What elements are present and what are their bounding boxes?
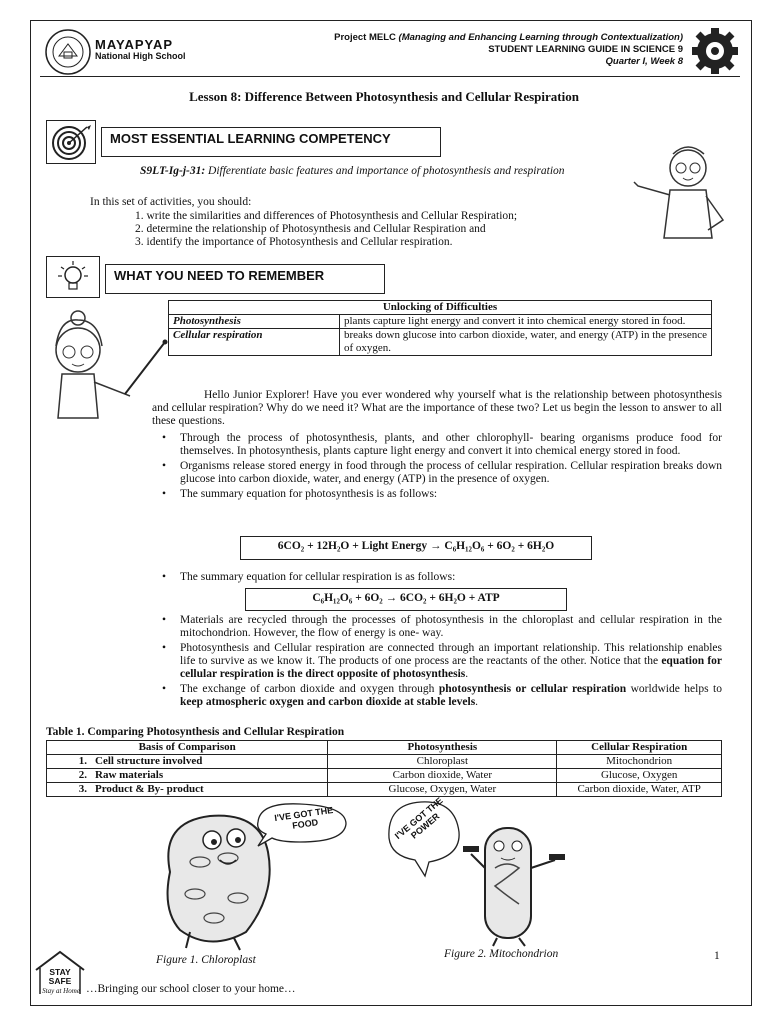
page-number: 1 xyxy=(714,950,720,962)
mitochondrion-speech-bubble: I'VE GOT THE POWER xyxy=(392,795,445,842)
difficulties-table xyxy=(168,300,712,356)
competency-line xyxy=(140,165,565,178)
guide-title: STUDENT LEARNING GUIDE IN SCIENCE 9 xyxy=(488,44,683,55)
stay-safe-label: STAY SAFE xyxy=(48,967,72,986)
objective-item: 3. identify the importance of Photosynthesis and Cellular respiration. xyxy=(135,236,453,248)
stay-home-label: Stay at Home xyxy=(42,987,80,995)
exchange-bold-text-2: keep atmospheric oxygen and carbon dioxide at stable levels xyxy=(180,696,476,708)
respiration-cell: Glucose, Oxygen xyxy=(557,769,722,783)
table-row xyxy=(169,329,712,356)
school-seal-logo xyxy=(44,28,92,76)
quarter-label: Quarter I, Week 8 xyxy=(605,56,683,67)
target-icon-box xyxy=(46,120,96,164)
term-cell: Photosynthesis xyxy=(169,315,340,329)
list-item xyxy=(152,642,722,681)
table-header-row xyxy=(47,741,722,755)
header-basis: Basis of Comparison xyxy=(47,741,328,755)
list-item xyxy=(152,683,722,709)
remember-heading: WHAT YOU NEED TO REMEMBER xyxy=(105,264,385,294)
photosynthesis-cell: Glucose, Oxygen, Water xyxy=(328,783,557,797)
basis-cell: Product & By- product xyxy=(91,783,328,797)
definition-cell: breaks down glucose into carbon dioxide, water, and energy (ATP) in the presence of oxygen. xyxy=(340,329,712,356)
row-number: 2. xyxy=(47,769,92,783)
bullet-list-resp xyxy=(152,571,722,584)
connected-bold-text: equation for cellular respiration is the direct opposite of photosynthesis xyxy=(180,655,723,680)
school-subtitle: National High School xyxy=(95,51,186,61)
exchange-text: The exchange of carbon dioxide and oxygen through xyxy=(180,683,439,695)
table-row xyxy=(47,769,722,783)
photosynthesis-cell: Carbon dioxide, Water xyxy=(328,769,557,783)
competency-heading: MOST ESSENTIAL LEARNING COMPETENCY xyxy=(101,127,441,157)
teacher-pointing-illustration xyxy=(628,140,738,240)
exchange-bold-text: photosynthesis or cellular respiration xyxy=(438,683,627,695)
footer-tagline: …Bringing our school closer to your home… xyxy=(86,983,296,995)
header-photosynthesis: Photosynthesis xyxy=(328,741,557,755)
project-italic: (Managing and Enhancing Learning through Contextualization) xyxy=(398,32,683,43)
objectives-list xyxy=(135,210,635,249)
figure2-caption: Figure 2. Mitochondrion xyxy=(444,948,559,960)
list-item: • Materials are recycled through the processes of photosynthesis in the chloroplast and cellular respiration in the mitochondrion. However, the flow of energy is one- way. xyxy=(152,614,722,640)
period: . xyxy=(475,696,479,708)
project-prefix: Project MELC xyxy=(334,32,396,43)
target-icon xyxy=(47,121,95,163)
objective-item: 1. write the similarities and differences of Photosynthesis and Cellular Respiration; xyxy=(135,210,518,222)
photosynthesis-equation: 6CO₂ + 12H₂O + Light Energy → C₆H₁₂O₆ + 6O₂ + 6H₂O xyxy=(240,536,592,560)
header-divider xyxy=(40,76,740,77)
basis-cell: Raw materials xyxy=(91,769,328,783)
basis-cell: Cell structure involved xyxy=(91,755,328,769)
intro-paragraph: Hello Junior Explorer! Have you ever wondered why yourself what is the relationship between photosynthesis and cellular respiration? Why do we need it? What are the importance of these two? Let us begin the lesson to answer to all these questions. xyxy=(152,389,722,427)
lightbulb-icon xyxy=(47,257,99,297)
period: . xyxy=(465,668,469,680)
exchange-text-2: worldwide helps to xyxy=(626,683,723,695)
school-name: MAYAPYAP xyxy=(95,37,174,52)
lesson-title: Lesson 8: Difference Between Photosynthesis and Cellular Respiration xyxy=(189,89,579,104)
row-number: 3. xyxy=(47,783,92,797)
list-item: • The summary equation for cellular respiration is as follows: xyxy=(152,571,722,584)
objective-item: 2. determine the relationship of Photosynthesis and Cellular Respiration and xyxy=(135,223,486,235)
gear-logo-icon xyxy=(690,26,740,76)
list-item: • Organisms release stored energy in food through the process of cellular respiration. Cellular respiration breaks down glucose into carbon dioxide, water, and energy (ATP) in the presence of oxygen. xyxy=(152,460,722,486)
respiration-cell: Carbon dioxide, Water, ATP xyxy=(557,783,722,797)
table-row xyxy=(47,783,722,797)
bullet-list-a xyxy=(152,432,722,501)
chloroplast-speech-bubble: I'VE GOT THE FOOD xyxy=(273,804,334,831)
row-number: 1. xyxy=(47,755,92,769)
definition-cell: plants capture light energy and convert it into chemical energy stored in food. xyxy=(340,315,712,329)
figure1-caption: Figure 1. Chloroplast xyxy=(156,954,256,966)
respiration-equation: C₆H₁₂O₆ + 6O₂ → 6CO₂ + 6H₂O + ATP xyxy=(245,588,567,611)
header-cellular-respiration: Cellular Respiration xyxy=(557,741,722,755)
list-item: • The summary equation for photosynthesis is as follows: xyxy=(152,488,722,501)
term-cell: Cellular respiration xyxy=(169,329,340,356)
difficulties-title: Unlocking of Difficulties xyxy=(169,301,712,315)
table1-caption: Table 1. Comparing Photosynthesis and Cellular Respiration xyxy=(46,726,345,738)
table-row xyxy=(169,315,712,329)
student-girl-illustration xyxy=(40,310,170,420)
objectives-intro: In this set of activities, you should: xyxy=(90,196,252,208)
project-line xyxy=(334,32,683,43)
lightbulb-icon-box xyxy=(46,256,100,298)
competency-text: Differentiate basic features and importance of photosynthesis and respiration xyxy=(208,165,565,177)
comparison-table xyxy=(46,740,722,797)
table-row xyxy=(47,755,722,769)
photosynthesis-cell: Chloroplast xyxy=(328,755,557,769)
respiration-cell: Mitochondrion xyxy=(557,755,722,769)
bullet-list-b xyxy=(152,614,722,709)
connected-text: Photosynthesis and Cellular respiration are connected through an important relationship. This relationship enables life to survive as we know it. The products of one process are the reactants of the other. Notice that the xyxy=(180,642,722,667)
list-item: • Through the process of photosynthesis, plants, and other chlorophyll- bearing organisms produce food for themselves. In photosynthesis, plants capture light energy and convert it into chemical energy stored in food. xyxy=(152,432,722,458)
competency-code: S9LT-Ig-j-31: xyxy=(140,165,206,177)
